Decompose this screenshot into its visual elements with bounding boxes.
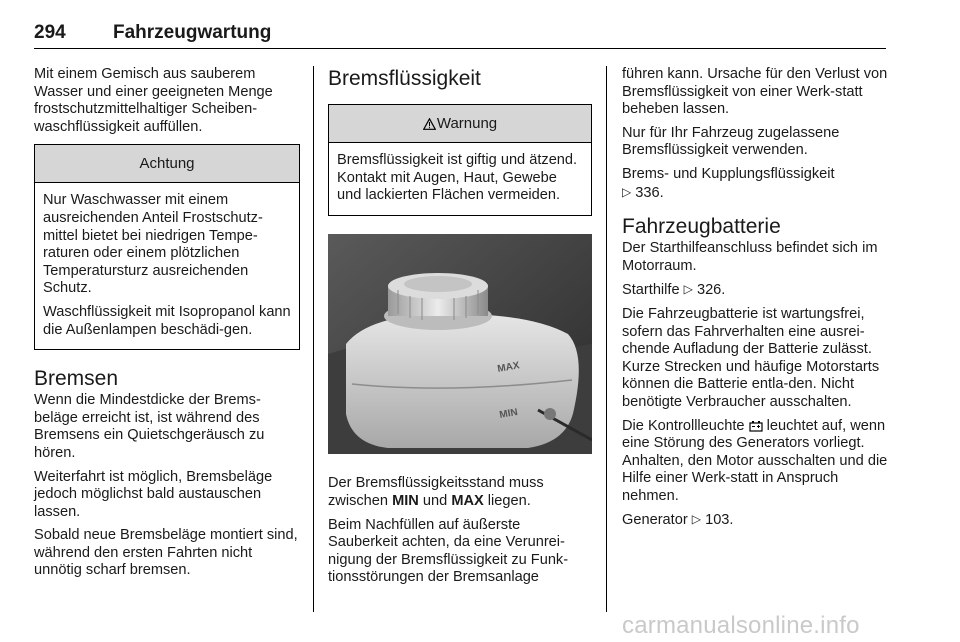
column-divider xyxy=(313,66,314,612)
warning-box xyxy=(328,104,592,216)
jump-start-reference: Starthilfe ▷ 326. xyxy=(622,282,726,299)
caution-box xyxy=(34,144,300,350)
battery-heading: Fahrzeugbatterie xyxy=(622,215,781,239)
figure-max-label: MAX xyxy=(496,360,521,375)
page-header xyxy=(34,10,886,48)
washer-intro-text: Mit einem Gemisch aus sauberem Wasser und einer geeigneten Menge frostschutzmittelhaltiger Scheiben-waschflüssigkeit auffüllen. xyxy=(34,66,273,135)
chapter-title: Fahrzeugwartung xyxy=(113,22,272,43)
caution-text: Waschflüssigkeit mit Isopropanol kann die Außenlampen beschädi-gen. xyxy=(43,303,291,338)
warning-body xyxy=(329,143,591,215)
brakes-text: Sobald neue Bremsbeläge montiert sind, während den ersten Fahrten nicht unnötig scharf bremsen. xyxy=(34,527,298,579)
generator-reference: Generator ▷ 103. xyxy=(622,512,734,529)
reference-triangle-icon: ▷ xyxy=(683,282,693,297)
fluid-loss-text: führen kann. Ursache für den Verlust von Bremsflüssigkeit von einer Werk-statt beheben lassen. xyxy=(622,66,888,118)
reference-link[interactable]: 336. xyxy=(635,184,664,201)
reference-triangle-icon: ▷ xyxy=(622,184,632,199)
battery-lamp-icon xyxy=(749,420,763,432)
reference-triangle-icon: ▷ xyxy=(691,512,702,527)
caution-body xyxy=(35,183,299,349)
watermark: carmanualsonline.info xyxy=(622,612,860,639)
fluid-level-text: Der Bremsflüssigkeitsstand muss zwischen MIN und MAX liegen. xyxy=(328,475,544,509)
refill-text: Beim Nachfüllen auf äußerste Sauberkeit achten, da eine Verunrei-nigung der Bremsflüssigkeit zu Funk-tionsstörungen der Bremsanlage xyxy=(328,516,569,586)
column-2 xyxy=(328,66,592,593)
brakes-text: Wenn die Mindestdicke der Brems-beläge erreicht ist, ist während des Bremsens ein Quietschgeräusch zu hören. xyxy=(34,392,265,461)
header-rule xyxy=(34,48,886,49)
warning-header xyxy=(329,105,591,143)
column-3 xyxy=(622,66,888,536)
column-divider xyxy=(606,66,607,612)
caution-text: Nur Waschwasser mit einem ausreichenden Anteil Frostschutz-mittel bietet bei niedrigen Tempe-raturen oder einem plötzlichen Temperatursturz ausreichenden Schutz. xyxy=(43,192,263,297)
brakes-text: Weiterfahrt ist möglich, Bremsbeläge jedoch möglichst bald austauschen lassen. xyxy=(34,468,273,520)
brakes-heading: Bremsen xyxy=(34,367,119,391)
reference-link[interactable]: 326. xyxy=(696,282,726,299)
fluid-reference: Brems- und Kupplungsflüssigkeit ▷ 336. xyxy=(622,165,835,201)
caution-title: Achtung xyxy=(35,145,299,183)
max-label: MAX xyxy=(451,492,484,509)
battery-lamp-text: Die Kontrollleuchte leuchtet auf, wenn eine Störung des Generators vorliegt. Anhalten, den Motor ausschalten und die Hilfe einer Werk-statt in Anspruch nehmen. xyxy=(622,417,888,504)
warning-text: Bremsflüssigkeit ist giftig und ätzend. Kontakt mit Augen, Haut, Gewebe und lackierten Flächen vermeiden. xyxy=(337,152,578,204)
min-label: MIN xyxy=(392,492,419,509)
column-1 xyxy=(34,66,300,586)
approved-fluid-text: Nur für Ihr Fahrzeug zugelassene Bremsflüssigkeit verwenden. xyxy=(622,124,840,159)
battery-text: Der Starthilfeanschluss befindet sich im Motorraum. xyxy=(622,240,878,274)
brake-fluid-heading: Bremsflüssigkeit xyxy=(328,67,481,90)
reference-link[interactable]: 103. xyxy=(705,512,734,529)
warning-triangle-icon xyxy=(423,118,436,130)
warning-title: Warnung xyxy=(436,115,498,132)
page-number: 294 xyxy=(34,22,66,43)
figure-min-label: MIN xyxy=(498,406,519,421)
battery-text: Die Fahrzeugbatterie ist wartungsfrei, sofern das Fahrverhalten eine ausrei-chende Aufladung der Batterie zulässt. Kurze Strecken und häufige Motorstarts können die Batterie entla-den. Nicht benötigte Verbraucher ausschalten. xyxy=(622,305,880,410)
brake-fluid-reservoir-image xyxy=(328,234,592,454)
